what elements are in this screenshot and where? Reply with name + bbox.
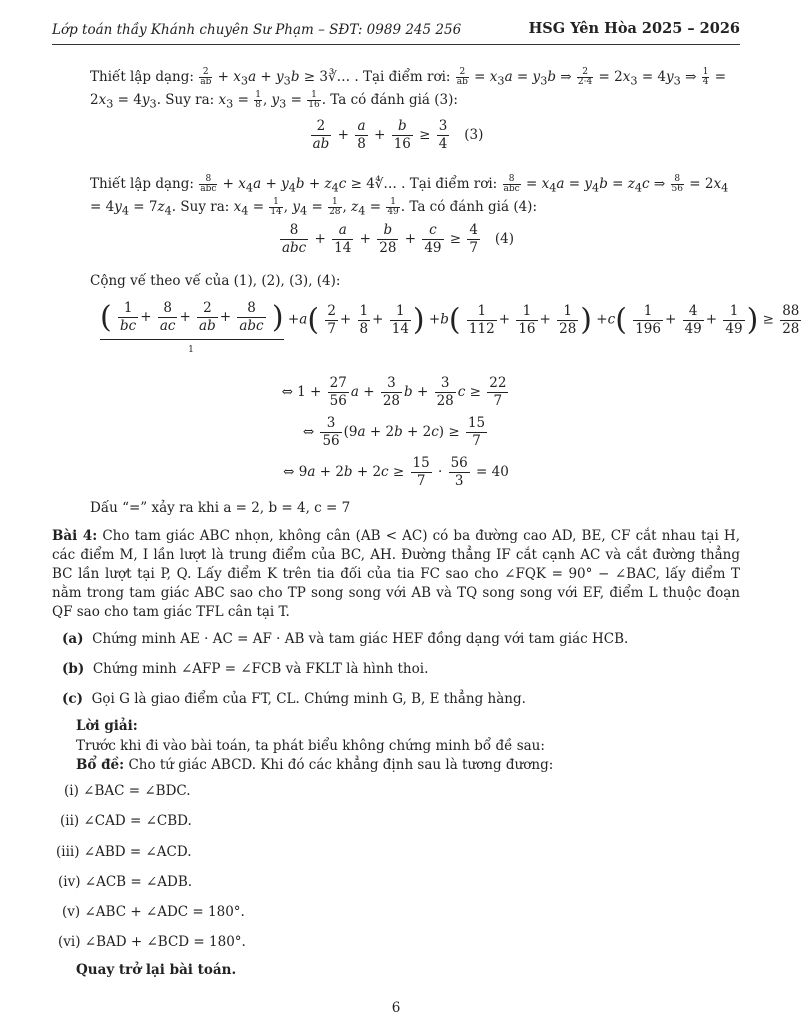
- back-to-problem: Quay trở lại bài toán.: [76, 962, 237, 978]
- derivation-line-2: ⇔ $\frac{3}{56}$ (9a + 2b + 2c) ≥ $\frac{15}{7}$: [302, 415, 486, 449]
- problem-4-text: Cho tam giác ABC nhọn, không cân (AB < AC) có ba đường cao AD, BE, CF cắt nhau tại H, các điểm M, I lần lượt là trung điểm của BC, AH. Đường thẳng IF cắt cạnh AC và cắt đường thẳng BC lần lượt tại P, Q. Lấy điểm K trên tia đối của tia FC sao cho ∠FQK = 90° − ∠BAC, lấy điểm T nằm trong tam giác ABC sao cho TP song song với AB và TQ song song với EF, điểm L thuộc đoạn QF sao cho tam giác TFL cân tại T.: [52, 528, 740, 620]
- problem-4: [52, 527, 740, 622]
- paragraph-setup-3: Thiết lập dạng: $\frac{2}{ab}$ + $x_3a + y_3b$ ≥ 3∛… . Tại điểm rơi: $\frac{2}{ab}$ = $x_3a = y_3b$ ⇒ $\frac{2}{2\cdot 4}$ = $2x_3 = 4y_3$ ⇒ $\frac{1}{4}$ = $2x_3 = 4y_3$. Suy ra: $x_3$ = $\frac{1}{8}$ , $y_3$ = $\frac{1}{16}$ . Ta có đánh giá (3):: [90, 67, 727, 111]
- underbrace-label: 1: [188, 345, 194, 355]
- page-number: 6: [391, 1000, 401, 1016]
- header-rule: [52, 44, 740, 45]
- equation-4: $\frac{8}{\text{abc}}$ + $\frac{a}{14}$ + $\frac{b}{28}$ + $\frac{c}{49}$ ≥ $\frac{4}{7}$ (4): [281, 222, 515, 256]
- lemma-item-iii: (iii) ∠ABD = ∠ACD.: [56, 844, 192, 860]
- part-c: (c) Gọi G là giao điểm của FT, CL. Chứng minh G, B, E thẳng hàng.: [62, 691, 526, 707]
- problem-4-title: Bài 4:: [52, 528, 98, 544]
- equation-3: $\frac{2}{ab}$ + $\frac{a}{8}$ + $\frac{b}{16}$ ≥ $\frac{3}{4}$ (3): [312, 118, 484, 152]
- equality-condition: Dấu “=” xảy ra khi a = 2, b = 4, c = 7: [90, 500, 351, 516]
- lemma-item-iv: (iv) ∠ACB = ∠ADB.: [58, 874, 193, 890]
- part-b: (b) Chứng minh ∠AFP = ∠FCB và FKLT là hình thoi.: [62, 661, 429, 677]
- solution-intro: Trước khi đi vào bài toán, ta phát biểu không chứng minh bổ đề sau:: [76, 738, 545, 754]
- sum-equation: ( $\frac{1}{bc}$ + $\frac{8}{ac}$ + $\frac{2}{ab}$ + $\frac{8}{\text{abc}}$ ) 1 +a( $\frac{2}{7}$ + $\frac{1}{8}$ + $\frac{1}{14}$ ) +b( $\frac{1}{112}$ + $\frac{1}{16}$ + $\frac{1}{28}$ ) +c( $\frac{1}{196}$ + $\frac{4}{49}$ + $\frac{1}{49}$ ) ≥ $\frac{88}{28}$: [100, 300, 800, 355]
- part-a: (a) Chứng minh AE · AC = AF · AB và tam giác HEF đồng dạng với tam giác HCB.: [62, 631, 629, 647]
- paragraph-setup-4: Thiết lập dạng: 8 abc + $x_4a + y_4b + z_4c$ ≥ 4∜… . Tại điểm rơi: 8 abc = $x_4a = y_4b = z_4c$ ⇒ $\frac{8}{56}$ = $2x_4 = 4y_4 = 7z_4$. Suy ra: $x_4$ = $\frac{1}{14}$ , $y_4$ = $\frac{1}{28}$ , $z_4$ = $\frac{1}{49}$ . Ta có đánh giá (4):: [90, 174, 729, 218]
- header-right: HSG Yên Hòa 2025 – 2026: [528, 20, 740, 37]
- lemma-item-vi: (vi) ∠BAD + ∠BCD = 180°.: [58, 934, 246, 950]
- derivation-line-1: ⇔ 1 + $\frac{27}{56}$ a + $\frac{3}{28}$ b + $\frac{3}{28}$ c ≥ $\frac{22}{7}$: [281, 375, 507, 409]
- derivation-line-3: ⇔ 9a + 2b + 2c ≥ $\frac{15}{7}$ · $\frac{56}{3}$ = 40: [283, 455, 509, 489]
- solution-title: Lời giải:: [76, 718, 138, 734]
- lemma-item-i: (i) ∠BAC = ∠BDC.: [64, 783, 191, 799]
- lemma: Bổ đề: Cho tứ giác ABCD. Khi đó các khẳng định sau là tương đương:: [76, 757, 554, 773]
- sum-intro: Cộng vế theo vế của (1), (2), (3), (4):: [90, 273, 341, 289]
- lemma-item-v: (v) ∠ABC + ∠ADC = 180°.: [62, 904, 245, 920]
- header-left: Lớp toán thầy Khánh chuyên Sư Phạm – SĐT: 0989 245 256: [52, 22, 462, 38]
- lemma-item-ii: (ii) ∠CAD = ∠CBD.: [60, 813, 192, 829]
